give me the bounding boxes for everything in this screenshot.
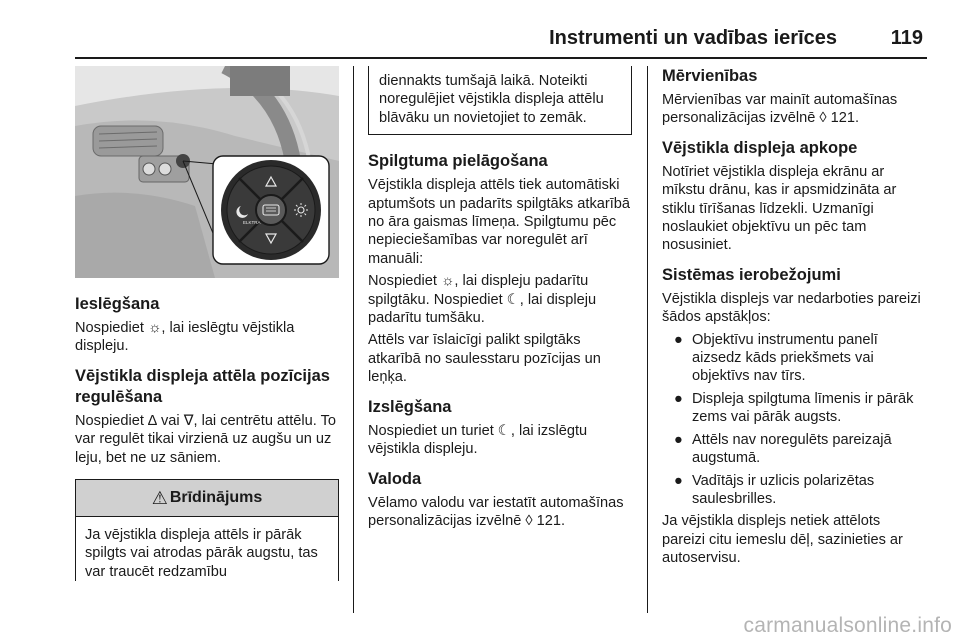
header-title: Instrumenti un vadības ierīces xyxy=(549,27,837,49)
paragraph-language: Vēlamo valodu var iestatīt automašīnas personalizācijas izvēlnē ◊ 121. xyxy=(368,494,624,529)
paragraph-brightness-1: Vējstikla displeja attēls tiek automātiski aptumšots un padarīts spilgtāks atkarībā no āra gaismas līmeņa. Spilgtumu pēc nepieciešamības var noregulēt arī manuāli: xyxy=(368,177,631,267)
warning-text: Ja vējstikla displeja attēls ir pārāk spilgts vai atrodas pārāk augstu, tas var traucēt redzamību xyxy=(85,527,318,580)
list-item: ● Attēls nav noregulēts pareizajā augstumā. xyxy=(674,431,892,467)
header-rule xyxy=(75,57,927,59)
heading-limitations: Sistēmas ierobežojumi xyxy=(662,265,841,284)
list-item: ● Objektīvu instrumentu panelī aizsedz kāds priekšmets vai objektīvs nav tīrs. xyxy=(674,331,878,385)
svg-text:ELKTRA: ELKTRA xyxy=(243,220,261,225)
watermark: carmanualsonline.info xyxy=(743,614,952,637)
paragraph-brightness-3: Attēls var īslaicīgi palikt spilgtāks atkarībā no saulesstaru pozīcijas un leņķa. xyxy=(368,332,601,386)
page-header xyxy=(75,27,927,57)
warning-triangle-icon: ⚠ xyxy=(151,487,168,509)
page-number: 119 xyxy=(890,27,923,49)
paragraph-limitations: Vējstikla displejs var nedarboties pareizi šādos apstākļos: xyxy=(662,290,921,326)
paragraph-position-adjust: Nospiediet ∆ vai ∇, lai centrētu attēlu. To var regulēt tikai virzienā uz augšu un uz leju, bet ne uz sāniem. xyxy=(75,412,336,466)
warning-continuation: diennakts tumšajā laikā. Noteikti noregulējiet vējstikla displeja attēlu blāvāku un novietojiet to zemāk. xyxy=(368,66,632,135)
bullet-icon: ● xyxy=(674,431,683,448)
bullet-icon: ● xyxy=(674,472,683,489)
heading-language: Valoda xyxy=(368,469,422,488)
paragraph-switch-off: Nospiediet un turiet ☾, lai izslēgtu vējstikla displeju. xyxy=(368,422,588,458)
warning-header xyxy=(76,479,338,517)
limitations-list xyxy=(662,331,927,509)
heading-units: Mērvienības xyxy=(662,67,758,85)
column-divider-1 xyxy=(353,66,354,613)
column-3 xyxy=(662,66,927,568)
list-item: ● Displeja spilgtuma līmenis ir pārāk zems vai pārāk augsts. xyxy=(674,390,914,426)
hud-control-illustration xyxy=(75,66,339,278)
paragraph-care: Notīriet vējstikla displeja ekrānu ar mīkstu drānu, kas ir apsmidzināta ar stiklu tīrīšanas līdzekli. Uzmanīgi noslaukiet objektīvu un pēc tam nosusiniet. xyxy=(662,163,897,254)
paragraph-units: Mērvienības var mainīt automašīnas personalizācijas izvēlnē ◊ 121. xyxy=(662,92,898,127)
dashboard-svg xyxy=(75,66,339,278)
paragraph-brightness-2: Nospiediet ☼, lai displeju padarītu spilgtāku. Nospiediet ☾, lai displeju padarītu tumšāku. xyxy=(368,273,597,327)
column-2 xyxy=(368,66,633,530)
heading-position-adjust: Vējstikla displeja attēla pozīcijas regulēšana xyxy=(75,366,330,406)
list-item: ● Vadītājs ir uzlicis polarizētas saulesbrilles. xyxy=(674,472,875,507)
warning-title: Brīdinājums xyxy=(169,489,263,507)
paragraph-switch-on: Nospiediet ☼, lai ieslēgtu vējstikla displeju. xyxy=(75,320,295,355)
column-1 xyxy=(75,66,340,581)
warning-box xyxy=(75,479,339,581)
heading-brightness: Spilgtuma pielāgošana xyxy=(368,152,548,171)
bullet-icon: ● xyxy=(674,390,683,407)
column-divider-2 xyxy=(647,66,648,613)
heading-switch-off: Izslēgšana xyxy=(368,397,452,416)
heading-care: Vējstikla displeja apkope xyxy=(662,138,858,157)
paragraph-final: Ja vējstikla displejs netiek attēlots pareizi citu iemeslu dēļ, sazinieties ar autoservisu. xyxy=(662,513,903,567)
heading-switch-on: Ieslēgšana xyxy=(75,295,160,313)
bullet-icon: ● xyxy=(674,331,683,348)
